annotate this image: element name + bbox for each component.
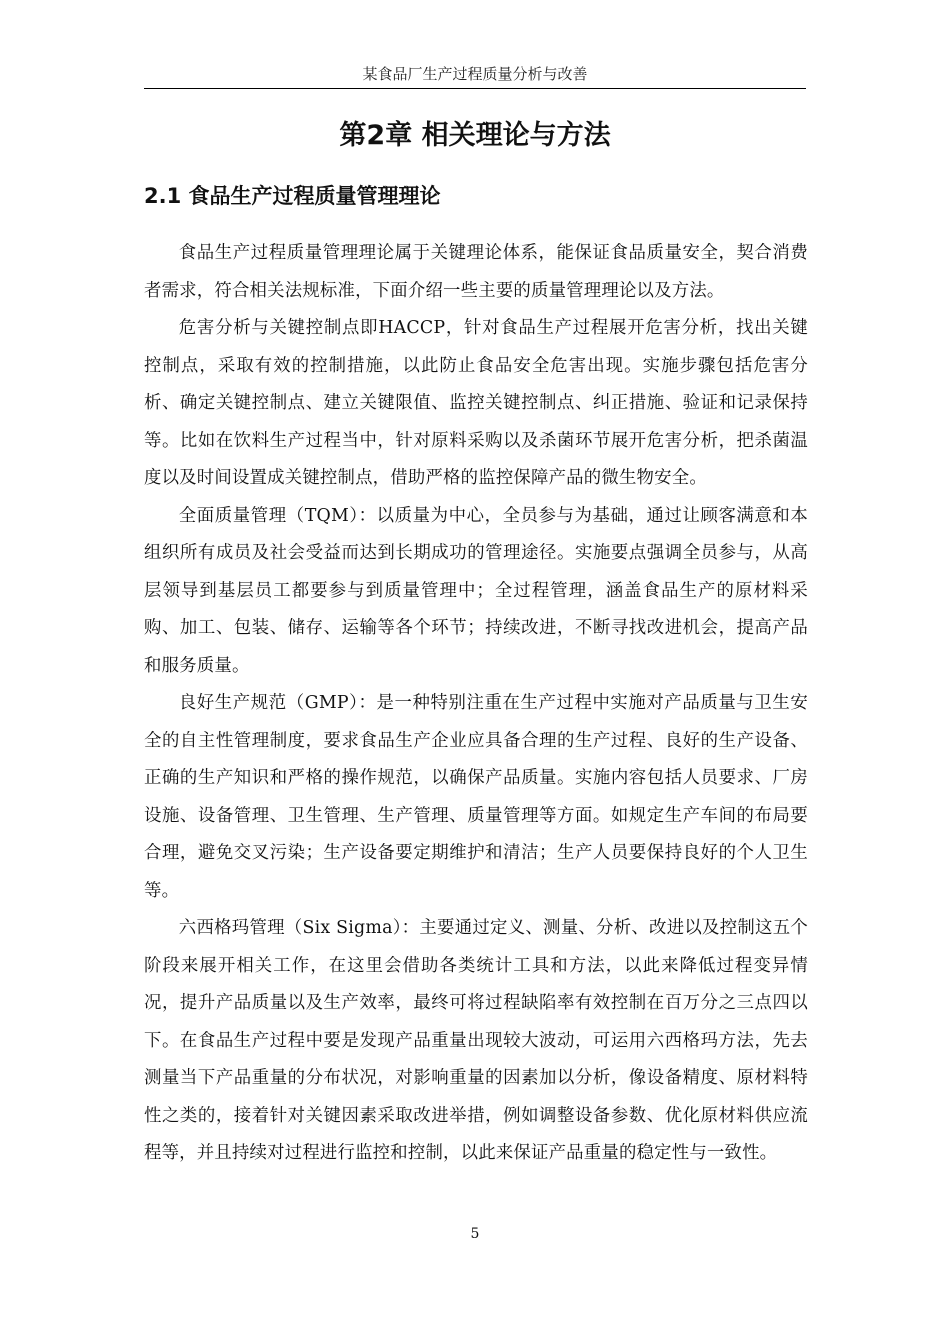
page-number: 5 — [470, 1226, 480, 1242]
paragraph-haccp: 危害分析与关键控制点即HACCP，针对食品生产过程展开危害分析，找出关键控制点，采取有效的控制措施，以此防止食品安全危害出现。实施步骤包括危害分析、确定关键控制点、建立关键限值、监控关键控制点、纠正措施、验证和记录保持等。比如在饮料生产过程当中，针对原料采购以及杀菌环节展开危害分析，把杀菌温度以及时间设置成关键控制点，借助严格的监控保障产品的微生物安全。 — [144, 318, 808, 488]
paragraph-gmp: 良好生产规范（GMP）：是一种特别注重在生产过程中实施对产品质量与卫生安全的自主性管理制度，要求食品生产企业应具备合理的生产过程、良好的生产设备、正确的生产知识和严格的操作规范，以确保产品质量。实施内容包括人员要求、厂房设施、设备管理、卫生管理、生产管理、质量管理等方面。如规定生产车间的布局要合理，避免交叉污染；生产设备要定期维护和清洁；生产人员要保持良好的个人卫生等。 — [144, 693, 808, 901]
running-header — [144, 62, 806, 89]
section-title: 2.1 食品生产过程质量管理理论 — [144, 184, 441, 208]
running-header-title: 某食品厂生产过程质量分析与改善 — [362, 65, 588, 83]
body-text — [144, 235, 808, 1173]
chapter-title: 第2章 相关理论与方法 — [339, 120, 611, 151]
paragraph-intro: 食品生产过程质量管理理论属于关键理论体系，能保证食品质量安全，契合消费者需求，符合相关法规标准，下面介绍一些主要的质量管理理论以及方法。 — [144, 243, 808, 301]
paragraph-tqm: 全面质量管理（TQM）：以质量为中心，全员参与为基础，通过让顾客满意和本组织所有成员及社会受益而达到长期成功的管理途径。实施要点强调全员参与，从高层领导到基层员工都要参与到质量管理中；全过程管理，涵盖食品生产的原材料采购、加工、包装、储存、运输等各个环节；持续改进，不断寻找改进机会，提高产品和服务质量。 — [144, 505, 808, 676]
paragraph-six-sigma: 六西格玛管理（Six Sigma）：主要通过定义、测量、分析、改进以及控制这五个阶段来展开相关工作，在这里会借助各类统计工具和方法，以此来降低过程变异情况，提升产品质量以及生产效率，最终可将过程缺陷率有效控制在百万分之三点四以下。在食品生产过程中要是发现产品重量出现较大波动，可运用六西格玛方法，先去测量当下产品重量的分布状况，对影响重量的因素加以分析，像设备精度、原材料特性之类的，接着针对关键因素采取改进举措，例如调整设备参数、优化原材料供应流程等，并且持续对过程进行监控和控制，以此来保证产品重量的稳定性与一致性。 — [144, 918, 808, 1163]
